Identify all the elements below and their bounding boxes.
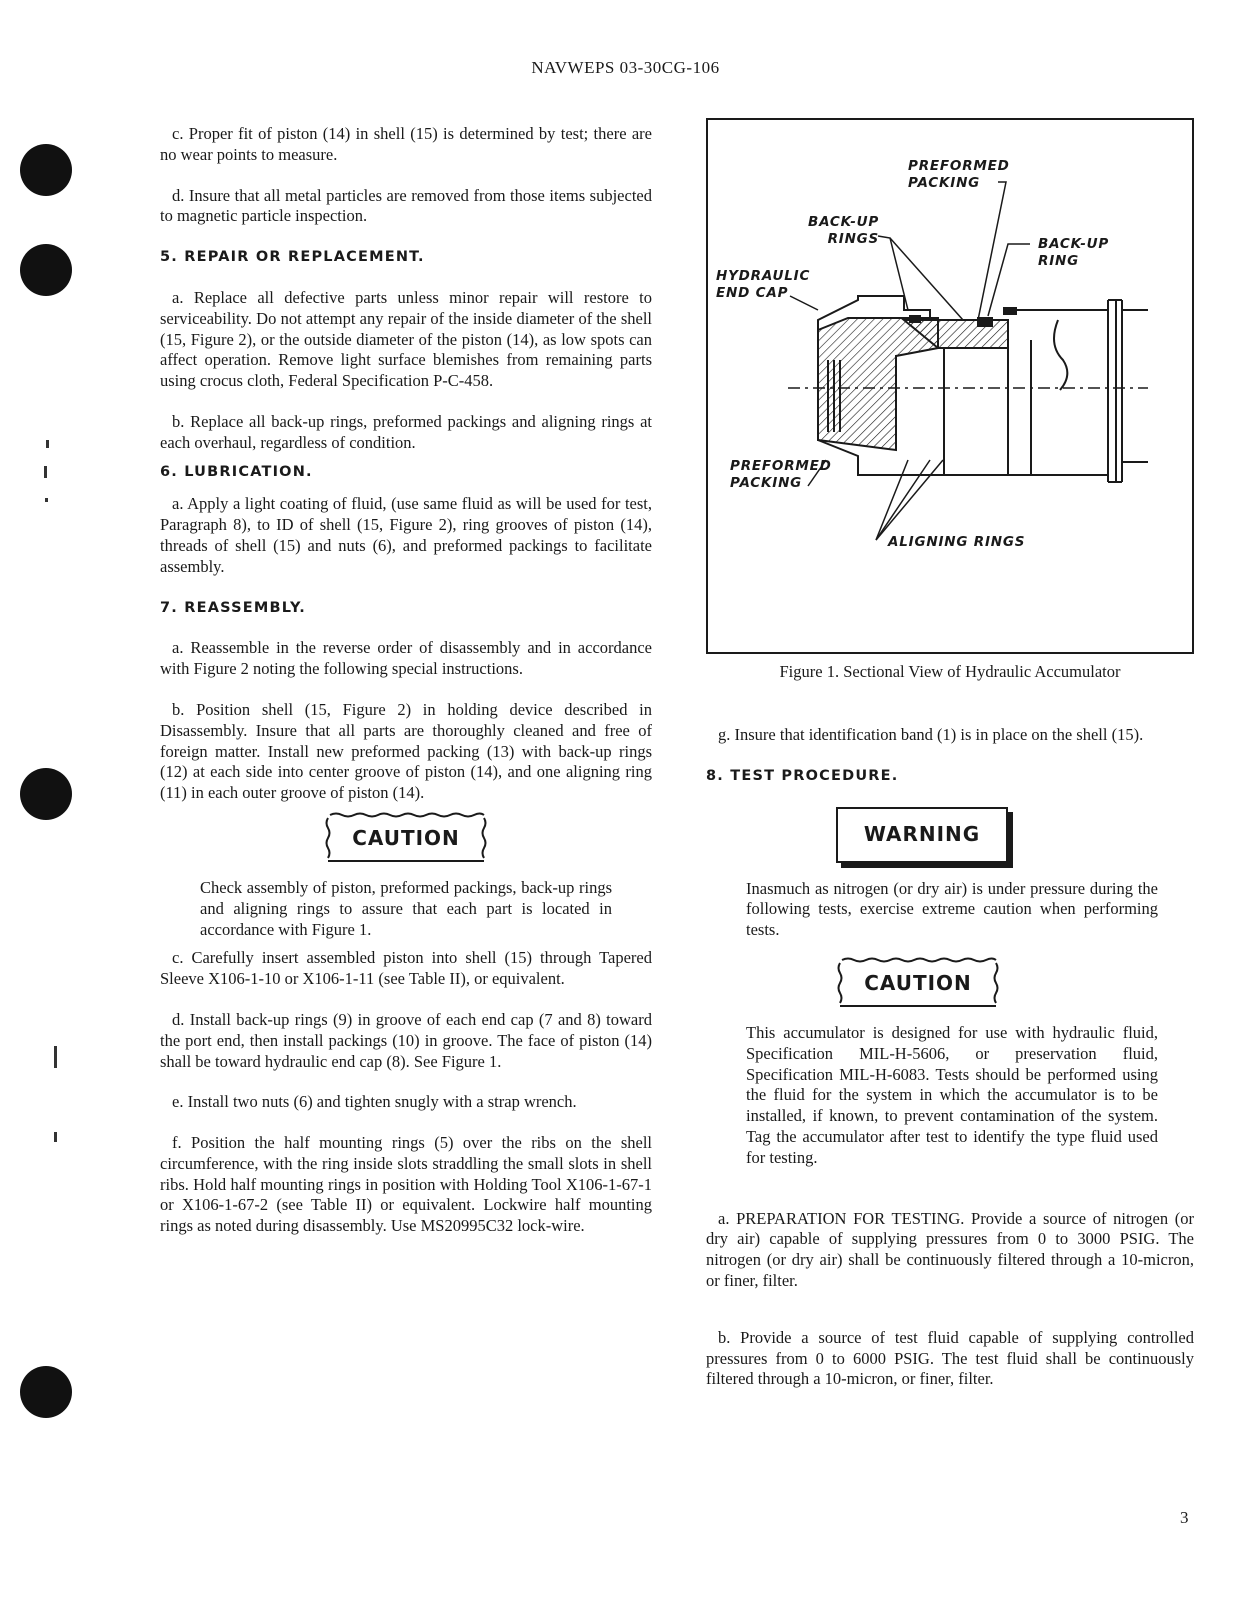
right-column (706, 725, 1194, 1410)
margin-mark (54, 1046, 57, 1068)
document-number: NAVWEPS 03-30CG-106 (531, 58, 720, 77)
binder-hole-4 (20, 1366, 72, 1418)
caution-text-left: Check assembly of piston, preformed packings, back-up rings and aligning rings to assure that each part is located in accordance with Figure 1. (200, 877, 612, 939)
margin-mark (46, 440, 49, 448)
paragraph-7c: c. Carefully insert assembled piston into shell (15) through Tapered Sleeve X106-1-10 or X106-1-11 (see Table II), or equivalent. (160, 948, 652, 989)
margin-mark (54, 1132, 57, 1142)
margin-mark (44, 466, 47, 478)
warning-box: WARNING (836, 807, 1008, 863)
label-backup-ring: BACK-UP RING (1038, 236, 1110, 269)
left-column (160, 124, 652, 1257)
margin-mark (45, 498, 48, 502)
paragraph-7d: d. Install back-up rings (9) in groove of each end cap (7 and 8) toward the port end, then install packings (10) in groove. The face of piston (14) shall be toward hydraulic end cap (8). See Figure 1. (160, 1009, 652, 1071)
label-preformed-packing-top: PREFORMED PACKING (908, 158, 1010, 191)
figure-caption: Figure 1. Sectional View of Hydraulic Accumulator (779, 662, 1121, 681)
paragraph-8a: a. PREPARATION FOR TESTING. Provide a source of nitrogen (or dry air) capable of supplying pressures from 0 to 3000 PSIG. The nitrogen (or dry air) shall be continuously filtered through a 10-micron, or finer, filter. (706, 1208, 1194, 1290)
paragraph-7b: b. Position shell (15, Figure 2) in holding device described in Disassembly. Insure that all parts are thoroughly cleaned and free of foreign matter. Install new preformed packing (13) with back-up rings (12) at each side into center groove of piston (14), and one aligning ring (11) in each outer groove of piston (14). (160, 699, 652, 803)
paragraph-6a: a. Apply a light coating of fluid, (use same fluid as will be used for test, Paragraph 8), to ID of shell (15, Figure 2), ring grooves of piston (14), threads of shell (15) and nuts (6), and preformed packings to facilitate assembly. (160, 494, 652, 576)
paragraph-8b: b. Provide a source of test fluid capable of supplying controlled pressures from 0 to 6000 PSIG. The test fluid shall be continuously filtered through a 10-micron, or finer, filter. (706, 1327, 1194, 1389)
caution-text-right: This accumulator is designed for use with hydraulic fluid, Specification MIL-H-5606, or preservation fluid, Specification MIL-H-6083. Tests should be performed using the fluid for the system in which the accumulator is to be installed, if known, to prevent contamination of the system. Tag the accumulator after test to identify the type fluid used for testing. (746, 1022, 1158, 1167)
paragraph-4d: d. Insure that all metal particles are removed from those items subjected to magnetic particle inspection. (160, 185, 652, 226)
caution-label: CAUTION (352, 825, 460, 850)
paragraph-5b: b. Replace all back-up rings, preformed packings and aligning rings at each overhaul, regardless of condition. (160, 411, 652, 452)
warning-text: Inasmuch as nitrogen (or dry air) is under pressure during the following tests, exercise extreme caution when performing tests. (746, 878, 1158, 940)
label-hydraulic-end-cap: HYDRAULIC END CAP (716, 268, 811, 301)
caution-label: CAUTION (864, 970, 972, 995)
paragraph-5a: a. Replace all defective parts unless minor repair will restore to serviceability. Do not attempt any repair of the inside diameter of the shell (15, Figure 2), or the outside diameter of the piston (14), as low spots can affect operation. Remove light surface blemishes from remaining parts using crocus cloth, Federal Specification P-C-458. (160, 287, 652, 391)
binder-hole-3 (20, 768, 72, 820)
binder-hole-2 (20, 244, 72, 296)
section-heading-reassembly: 7. REASSEMBLY. (160, 599, 306, 616)
caution-box-left (324, 812, 488, 864)
page-number: 3 (1180, 1508, 1189, 1527)
figure-frame (706, 118, 1194, 654)
accumulator-section-drawing (708, 120, 1192, 652)
section-heading-lubrication: 6. LUBRICATION. (160, 463, 313, 480)
caution-box-right (836, 957, 1000, 1009)
section-heading-repair: 5. REPAIR OR REPLACEMENT. (160, 249, 425, 266)
section-heading-test-procedure: 8. TEST PROCEDURE. (706, 767, 899, 784)
binder-hole-1 (20, 144, 72, 196)
paragraph-4c: c. Proper fit of piston (14) in shell (15) is determined by test; there are no wear points to measure. (160, 124, 652, 164)
label-preformed-packing-bottom: PREFORMED PACKING (730, 458, 832, 491)
paragraph-7g: g. Insure that identification band (1) is in place on the shell (15). (718, 725, 1144, 744)
label-backup-rings: BACK-UP RINGS (808, 214, 880, 247)
paragraph-7e: e. Install two nuts (6) and tighten snugly with a strap wrench. (172, 1092, 577, 1112)
paragraph-7a: a. Reassemble in the reverse order of disassembly and in accordance with Figure 2 noting the following special instructions. (160, 638, 652, 679)
paragraph-7f: f. Position the half mounting rings (5) over the ribs on the shell circumference, with the ring inside slots straddling the small slots in shell ribs. Hold half mounting rings in position with Holding Tool X106-1-67-1 or X106-1-67-2 (see Table II) or equivalent. Lockwire half mounting rings as noted during disassembly. Use MS20995C32 lock-wire. (160, 1133, 652, 1236)
label-aligning-rings: ALIGNING RINGS (888, 534, 1026, 550)
